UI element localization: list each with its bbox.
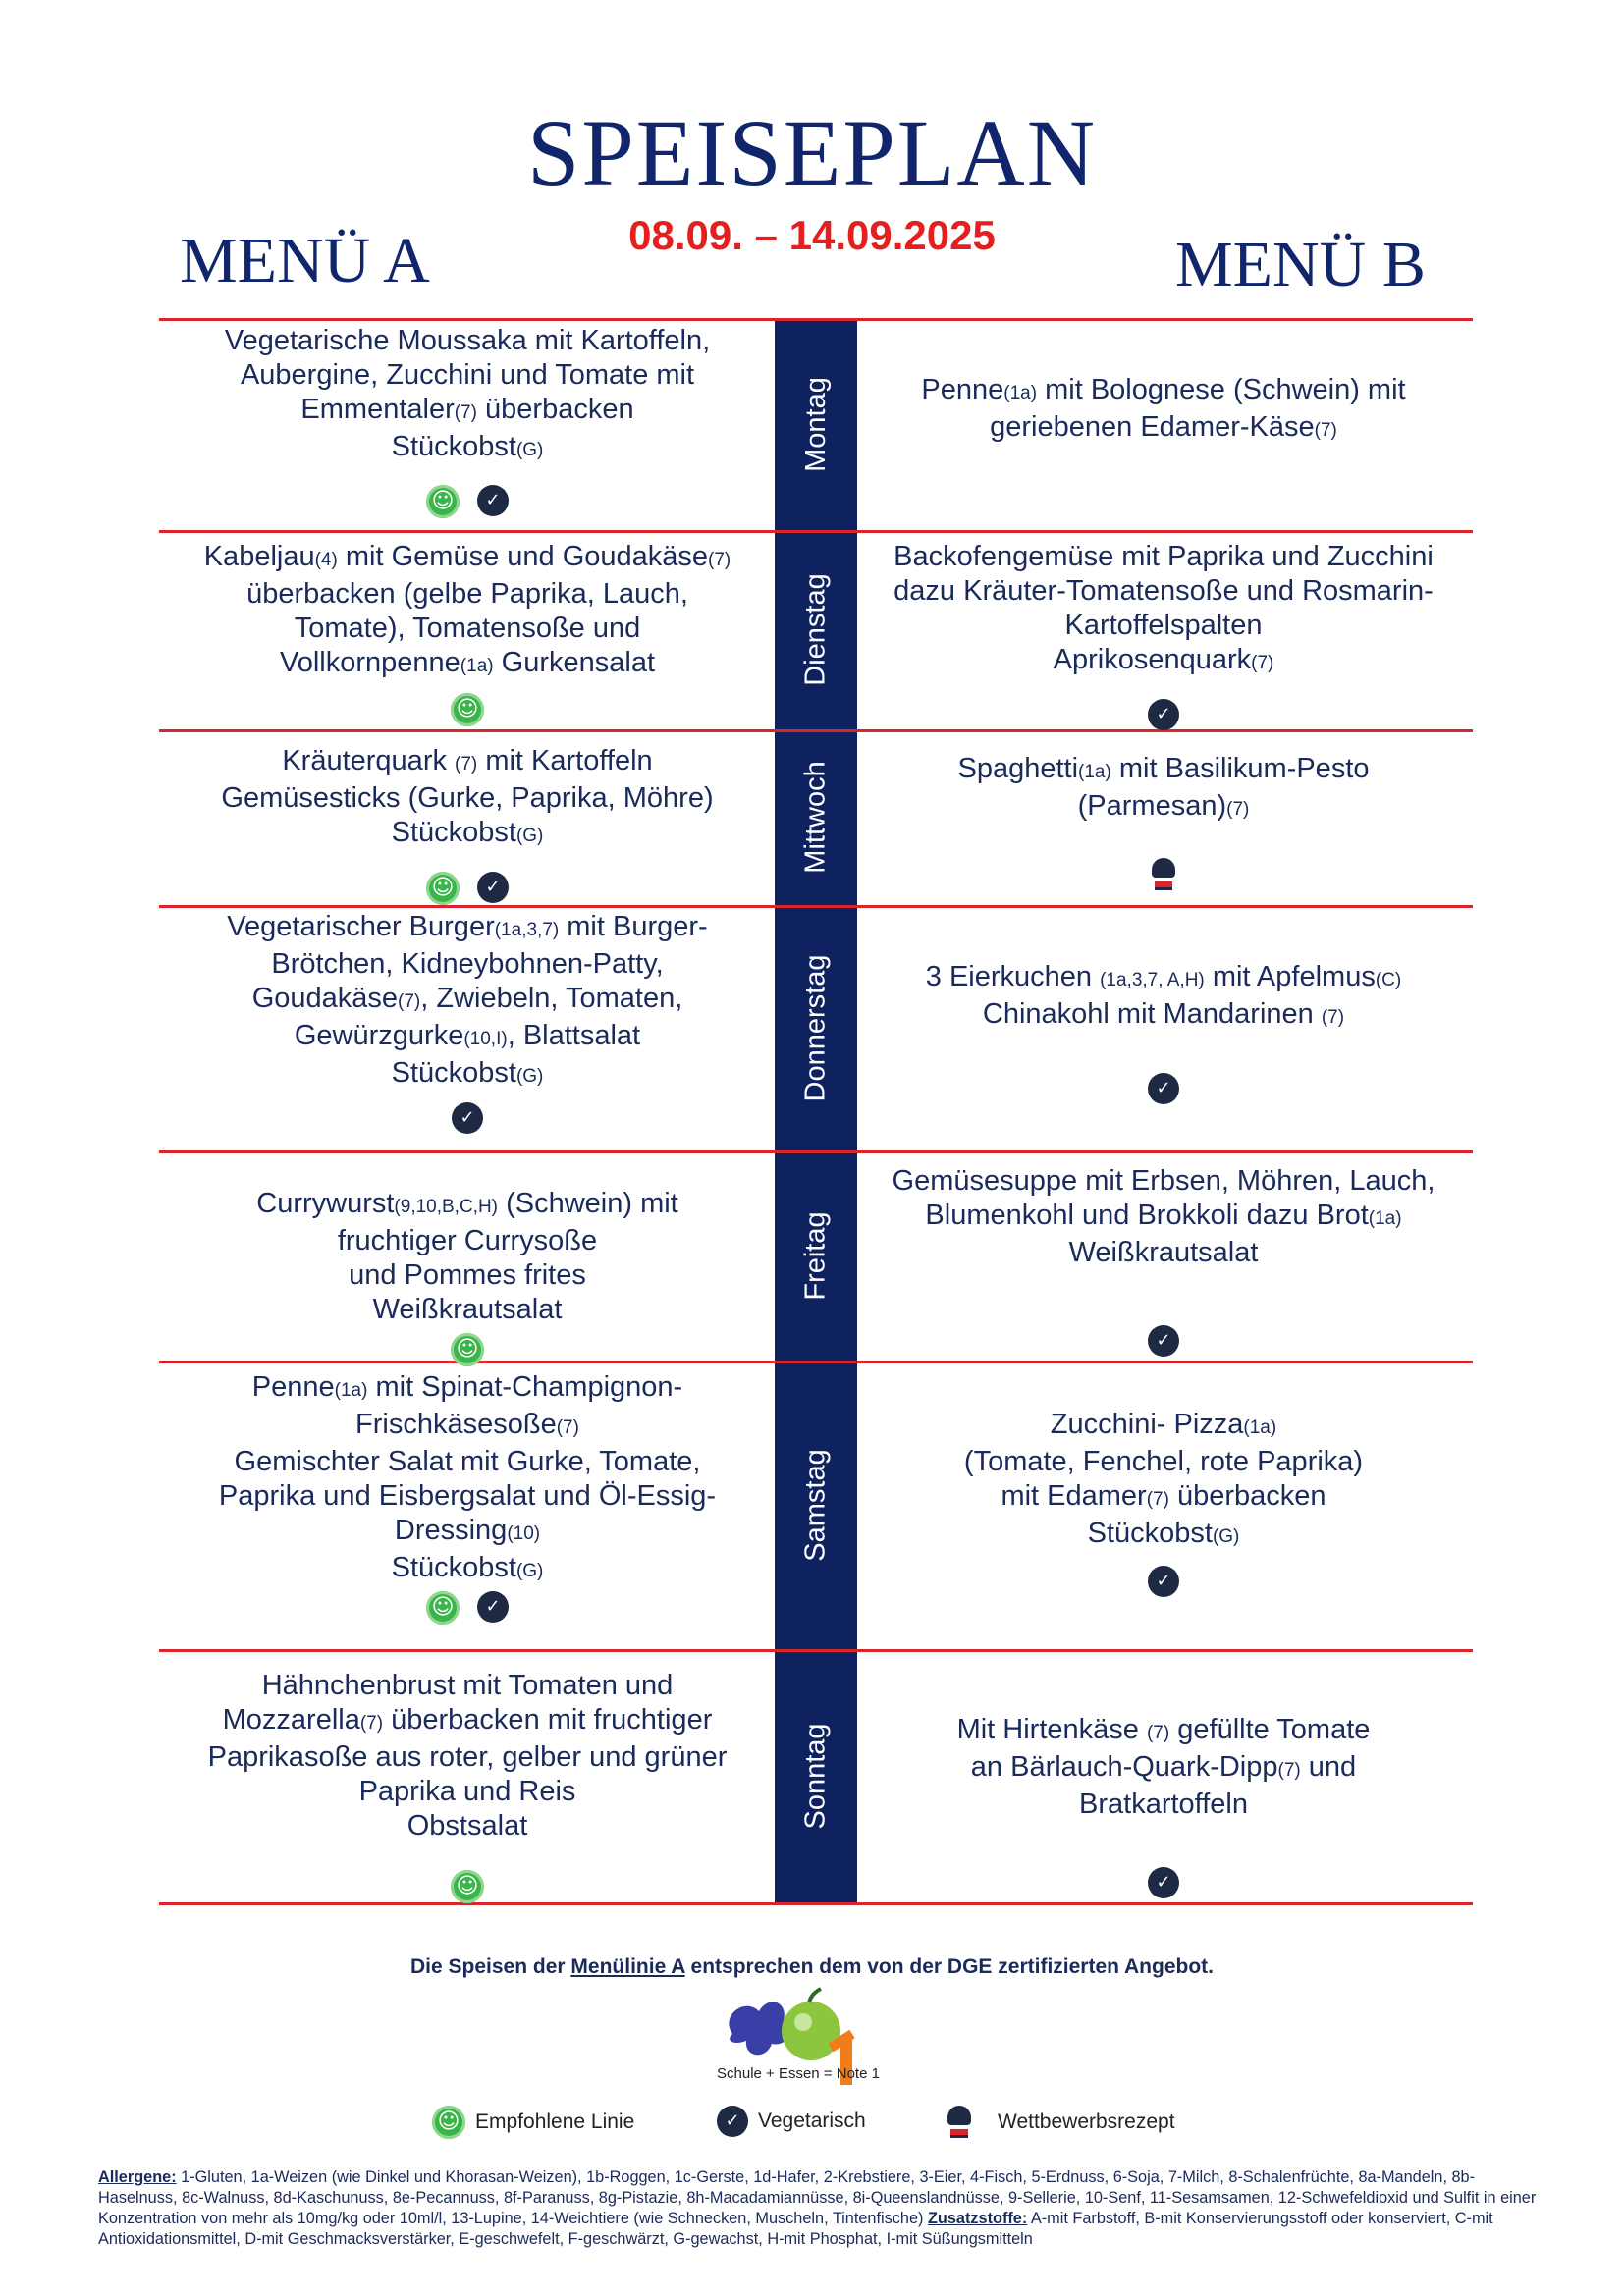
dish-line: Aubergine, Zucchini und Tomate mit <box>240 359 695 391</box>
dish-line: geriebenen Edamer-Käse(7) <box>990 411 1337 443</box>
dish-line: Goudakäse(7), Zwiebeln, Tomaten, <box>251 983 683 1014</box>
dish-line: Vegetarischer Burger(1a,3,7) mit Burger- <box>227 911 708 942</box>
day-label: Samstag <box>799 1448 832 1562</box>
vegetarian-icon <box>1148 1325 1179 1357</box>
menu-a-dish <box>183 744 752 853</box>
menu-a-dish <box>183 910 752 1094</box>
dish-line: Chinakohl mit Mandarinen (7) <box>982 998 1345 1030</box>
dish-line: Frischkäsesoße(7) <box>355 1409 579 1440</box>
dish-line: Penne(1a) mit Bolognese (Schwein) mit <box>921 374 1406 405</box>
dish-line: Mozzarella(7) überbacken mit fruchtiger <box>222 1704 713 1735</box>
menu-a-dish <box>183 1187 752 1327</box>
dish-line: Weißkrautsalat <box>372 1294 563 1325</box>
recommended-icon <box>432 2106 465 2139</box>
menu-b-heading: MENÜ B <box>1175 229 1426 300</box>
dish-line: Currywurst(9,10,B,C,H) (Schwein) mit <box>256 1188 678 1219</box>
menu-b-icons <box>862 1073 1465 1104</box>
dish-line: Vollkornpenne(1a) Gurkensalat <box>279 647 656 678</box>
menu-a-icons <box>183 1102 752 1134</box>
recommended-icon <box>426 485 460 518</box>
day-label: Mittwoch <box>799 761 832 874</box>
dish-line: Spaghetti(1a) mit Basilikum-Pesto <box>957 753 1370 784</box>
chef-hat-icon <box>945 2106 974 2139</box>
dish-line: Gemischter Salat mit Gurke, Tomate, <box>234 1446 701 1477</box>
legend-vegetarian: ✓ Vegetarisch <box>717 2106 866 2137</box>
dish-line: Mit Hirtenkäse (7) gefüllte Tomate <box>956 1714 1371 1745</box>
dish-line: Brötchen, Kidneybohnen-Patty, <box>271 948 664 980</box>
recommended-icon <box>451 693 484 726</box>
dish-line: Vegetarische Moussaka mit Kartoffeln, <box>224 325 711 356</box>
vegetarian-icon <box>1148 699 1179 730</box>
recommended-icon <box>451 1870 484 1903</box>
dish-line: (Tomate, Fenchel, rote Paprika) <box>963 1446 1364 1477</box>
dish-line: an Bärlauch-Quark-Dipp(7) und <box>970 1751 1357 1783</box>
dish-line: Obstsalat <box>406 1810 528 1842</box>
vegetarian-icon <box>717 2106 748 2137</box>
legend-competition: Wettbewerbsrezept <box>945 2106 1175 2139</box>
dish-line: Stückobst(G) <box>391 1057 544 1089</box>
vegetarian-icon <box>477 1591 509 1623</box>
dish-line: Backofengemüse mit Paprika und Zucchini <box>893 541 1434 572</box>
dish-line: und Pommes frites <box>349 1259 586 1291</box>
dish-line: Bratkartoffeln <box>1079 1789 1248 1820</box>
dish-line: 3 Eierkuchen (1a,3,7, A,H) mit Apfelmus(C) <box>925 961 1402 992</box>
day-label: Freitag <box>799 1210 832 1301</box>
dish-line: Gemüsesticks (Gurke, Paprika, Möhre) <box>221 782 714 814</box>
dish-line: dazu Kräuter-Tomatensoße und Rosmarin- <box>893 575 1434 607</box>
day-label: Montag <box>799 376 832 472</box>
recommended-icon <box>426 1591 460 1625</box>
menu-a-heading: MENÜ A <box>180 225 430 296</box>
dge-note: Die Speisen der Menülinie A entsprechen dem von der DGE zertifizierten Angebot. <box>410 1955 1214 1978</box>
vegetarian-icon <box>1148 1073 1179 1104</box>
dish-line: Zucchini- Pizza(1a) <box>1050 1409 1277 1440</box>
vegetarian-icon <box>1148 1566 1179 1597</box>
dish-line: Paprika und Eisbergsalat und Öl-Essig- <box>218 1480 717 1512</box>
menu-a-icons <box>183 1870 752 1903</box>
dish-line: Stückobst(G) <box>391 1552 544 1583</box>
dish-line: mit Edamer(7) überbacken <box>1001 1480 1326 1512</box>
day-label: Donnerstag <box>799 954 832 1101</box>
dish-line: (Parmesan)(7) <box>1077 790 1250 822</box>
dish-line: Kartoffelspalten <box>1064 610 1263 641</box>
legend-recommended: ☺ Empfohlene Linie <box>432 2106 634 2139</box>
vegetarian-icon <box>477 872 509 903</box>
allergens-text: 1-Gluten, 1a-Weizen (wie Dinkel und Khorasan-Weizen), 1b-Roggen, 1c-Gerste, 1d-Hafer, 2-Krebstiere, 3-Eier, 4-Fisch, 5-Erdnuss, 6-Soja, 7-Milch, 8-Schalenfrüchte, 8a-Mandeln, 8b-Haselnuss, 8c-Walnuss, 8d-Kaschunuss, 8e-Pecannuss, 8f-Paranuss, 8g-Pistazie, 8h-Macadamiannüsse, 8i-Queenslandnüsse, 9-Sellerie, 10-Senf, 11-Sesamsamen, 12-Schwefeldioxid und Sulfit in einer Konzentration von mehr als 10mg/kg oder 10ml/l, 13-Lupine, 14-Weichtiere (wie Schnecken, Muscheln, Tintenfische) <box>98 2168 1537 2227</box>
menu-b-icons <box>862 1867 1465 1898</box>
logo-caption: Schule + Essen = Note 1 <box>717 2065 880 2082</box>
dish-line: Gemüsesuppe mit Erbsen, Möhren, Lauch, <box>892 1165 1435 1197</box>
menu-b-dish <box>862 540 1465 680</box>
dish-line: Tomate), Tomatensoße und <box>294 613 641 644</box>
page-title: SPEISEPLAN <box>526 100 1098 205</box>
additives-label: Zusatzstoffe: <box>927 2210 1028 2227</box>
allergens-label: Allergene: <box>98 2168 177 2186</box>
menu-a-icons <box>183 872 752 905</box>
dish-line: Paprika und Reis <box>358 1776 576 1807</box>
dish-line: fruchtiger Currysoße <box>337 1225 598 1256</box>
menu-b-dish <box>862 1408 1465 1554</box>
dish-line: Paprikasoße aus roter, gelber und grüner <box>207 1741 728 1773</box>
dish-line: Penne(1a) mit Spinat-Champignon- <box>251 1371 683 1403</box>
menu-b-icons <box>862 1566 1465 1597</box>
menu-a-dish <box>183 1370 752 1588</box>
menu-b-dish <box>862 752 1465 827</box>
recommended-icon <box>426 872 460 905</box>
day-label: Sonntag <box>799 1722 832 1830</box>
menu-b-dish <box>862 1164 1465 1270</box>
dish-line: Weißkrautsalat <box>1068 1237 1259 1268</box>
menu-a-icons <box>183 485 752 518</box>
day-label: Dienstag <box>799 573 832 686</box>
date-range: 08.09. – 14.09.2025 <box>628 212 996 258</box>
dish-line: Kräuterquark (7) mit Kartoffeln <box>282 745 653 776</box>
menu-a-dish <box>183 1669 752 1843</box>
dish-line: Gewürzgurke(10,I), Blattsalat <box>294 1020 641 1051</box>
menu-b-dish <box>862 960 1465 1035</box>
vegetarian-icon <box>477 485 509 516</box>
dish-line: Stückobst(G) <box>1087 1518 1240 1549</box>
allergens-note <box>98 2167 1542 2250</box>
dge-menu-link: Menülinie A <box>570 1955 685 1978</box>
dish-line: Stückobst(G) <box>391 817 544 848</box>
dish-line: Hähnchenbrust mit Tomaten und <box>261 1670 674 1701</box>
menu-b-icons <box>862 1325 1465 1357</box>
chef-hat-icon <box>1149 858 1178 891</box>
menu-a-icons <box>183 1333 752 1366</box>
dish-line: Dressing(10) <box>394 1515 541 1546</box>
menu-a-icons <box>183 1591 752 1625</box>
menu-b-dish <box>862 373 1465 448</box>
dish-line: Kabeljau(4) mit Gemüse und Goudakäse(7) <box>203 541 731 572</box>
menu-a-dish <box>183 324 752 467</box>
additives-text: A-mit Farbstoff, B-mit Konservierungsstoff oder konserviert, C-mit Antioxidationsmittel, D-mit Geschmacksverstärker, E-geschwefelt, F-geschwärzt, G-gewachst, H-mit Phosphat, I-mit Süßungsmitteln <box>98 2210 1493 2248</box>
menu-b-icons <box>862 858 1465 891</box>
dish-line: Aprikosenquark(7) <box>1053 644 1274 675</box>
menu-a-icons <box>183 693 752 726</box>
vegetarian-icon <box>1148 1867 1179 1898</box>
recommended-icon <box>451 1333 484 1366</box>
vegetarian-icon <box>452 1102 483 1134</box>
menu-a-dish <box>183 540 752 683</box>
dish-line: Emmentaler(7) überbacken <box>300 394 634 425</box>
dish-line: überbacken (gelbe Paprika, Lauch, <box>246 578 688 610</box>
menu-b-dish <box>862 1713 1465 1822</box>
legend <box>0 2106 1624 2145</box>
dish-line: Stückobst(G) <box>391 431 544 462</box>
menu-b-icons <box>862 699 1465 730</box>
dish-line: Blumenkohl und Brokkoli dazu Brot(1a) <box>925 1200 1402 1231</box>
